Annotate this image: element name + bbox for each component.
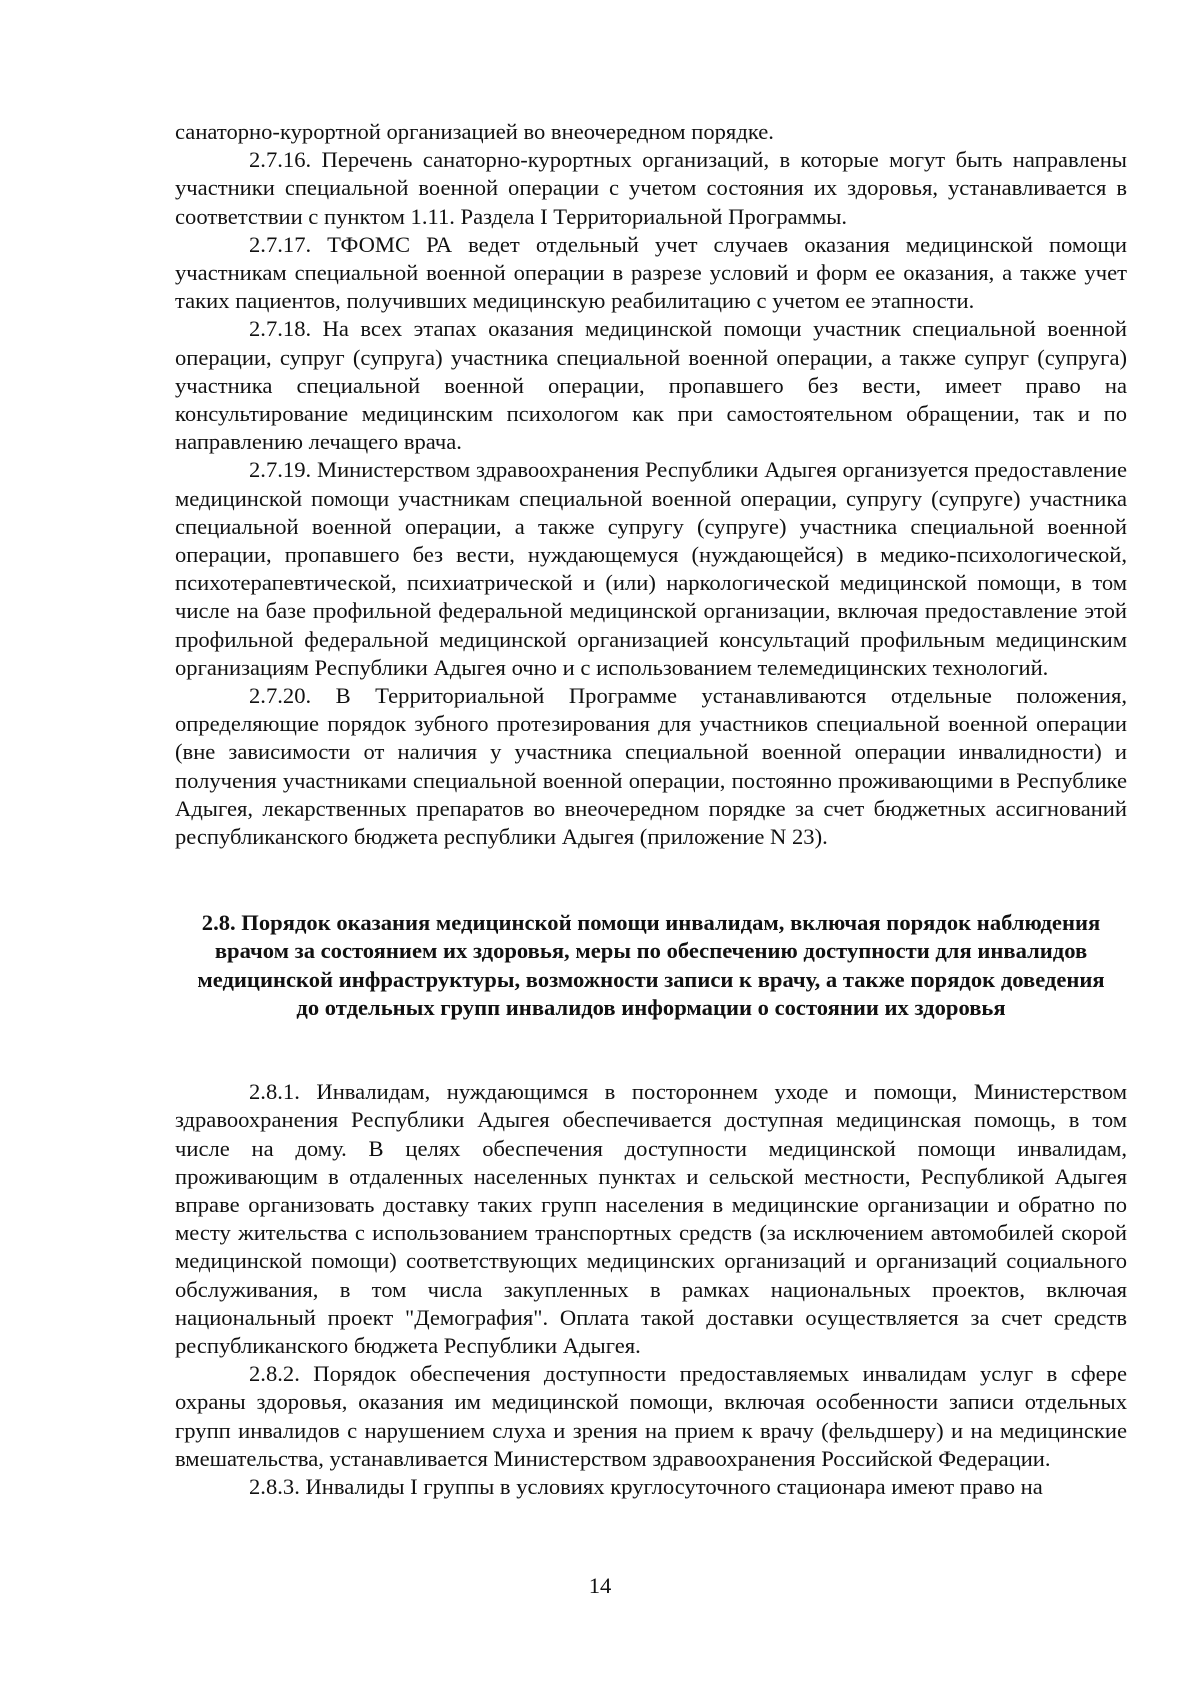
paragraph-2-7-19: 2.7.19. Министерством здравоохранения Республики Адыгея организуется предоставление медицинской помощи участникам специальной военной операции, супругу (супруге) участника специальной военной операции, а также супругу (супруге) участника специальной военной операции, пропавшего без вести, нуждающемуся (нуждающейся) в медико-психологической, психотерапевтической, психиатрической и (или) наркологической медицинской помощи, в том числе на базе профильной федеральной медицинской организации, включая предоставление этой профильной федеральной медицинской организацией консультаций профильным медицинским организациям Республики Адыгея очно и с использованием телемедицинских технологий. [175,457,1127,680]
paragraph-2-8-2: 2.8.2. Порядок обеспечения доступности предоставляемых инвалидам услуг в сфере охраны здоровья, оказания им медицинской помощи, включая особенности записи отдельных групп инвалидов с нарушением слуха и зрения на прием к врачу (фельдшеру) и на медицинские вмешательства, устанавливается Министерством здравоохранения Российской Федерации. [175,1361,1127,1471]
paragraph-2-8-3: 2.8.3. Инвалиды I группы в условиях круглосуточного стационара имеют право на [249,1473,1043,1499]
paragraph-2-7-16: 2.7.16. Перечень санаторно-курортных организаций, в которые могут быть направлены участники специальной военной операции с учетом состояния их здоровья, устанавливается в соответствии с пунктом 1.11. Раздела I Территориальной Программы. [175,147,1127,229]
page-number: 14 [588,1573,612,1598]
paragraph-2-7-18: 2.7.18. На всех этапах оказания медицинской помощи участник специальной военной операции, супруг (супруга) участника специальной военной операции, а также супруг (супруга) участника специальной военной операции, пропавшего без вести, имеет право на консультирование медицинским психологом как при самостоятельном обращении, так и по направлению лечащего врача. [175,316,1127,455]
paragraph-2-7-20: 2.7.20. В Территориальной Программе устанавливаются отдельные положения, определяющие порядок зубного протезирования для участников специальной военной операции (вне зависимости от наличия у участника специальной военной операции инвалидности) и получения участниками специальной военной операции, постоянно проживающими в Республике Адыгея, лекарственных препаратов во внеочередном порядке за счет бюджетных ассигнований республиканского бюджета республики Адыгея (приложение N 23). [175,683,1127,850]
section-title-2-8: 2.8. Порядок оказания медицинской помощи инвалидам, включая порядок наблюдения врачом за состоянием их здоровья, меры по обеспечению доступности для инвалидов медицинской инфраструктуры, возможности записи к врачу, а также порядок доведения до отдельных групп инвалидов информации о состоянии их здоровья [197,910,1105,1020]
document-page [175,118,1127,1501]
paragraph-2-7-17: 2.7.17. ТФОМС РА ведет отдельный учет случаев оказания медицинской помощи участникам специальной военной операции в разрезе условий и форм ее оказания, а также учет таких пациентов, получивших медицинскую реабилитацию с учетом ее этапности. [175,231,1127,314]
paragraph-2-8-1: 2.8.1. Инвалидам, нуждающимся в постороннем уходе и помощи, Министерством здравоохранения Республики Адыгея обеспечивается доступная медицинская помощь, в том числе на дому. В целях обеспечения доступности медицинской помощи инвалидам, проживающим в отдаленных населенных пунктах и сельской местности, Республикой Адыгея вправе организовать доставку таких групп населения в медицинские организации и обратно по месту жительства с использованием транспортных средств (за исключением автомобилей скорой медицинской помощи) соответствующих медицинских организаций и организаций социального обслуживания, в том числа закупленных в рамках национальных проектов, включая национальный проект "Демография". Оплата такой доставки осуществляется за счет средств республиканского бюджета Республики Адыгея. [175,1079,1127,1358]
paragraph-continuation: санаторно-курортной организацией во внеочередном порядке. [175,119,774,144]
